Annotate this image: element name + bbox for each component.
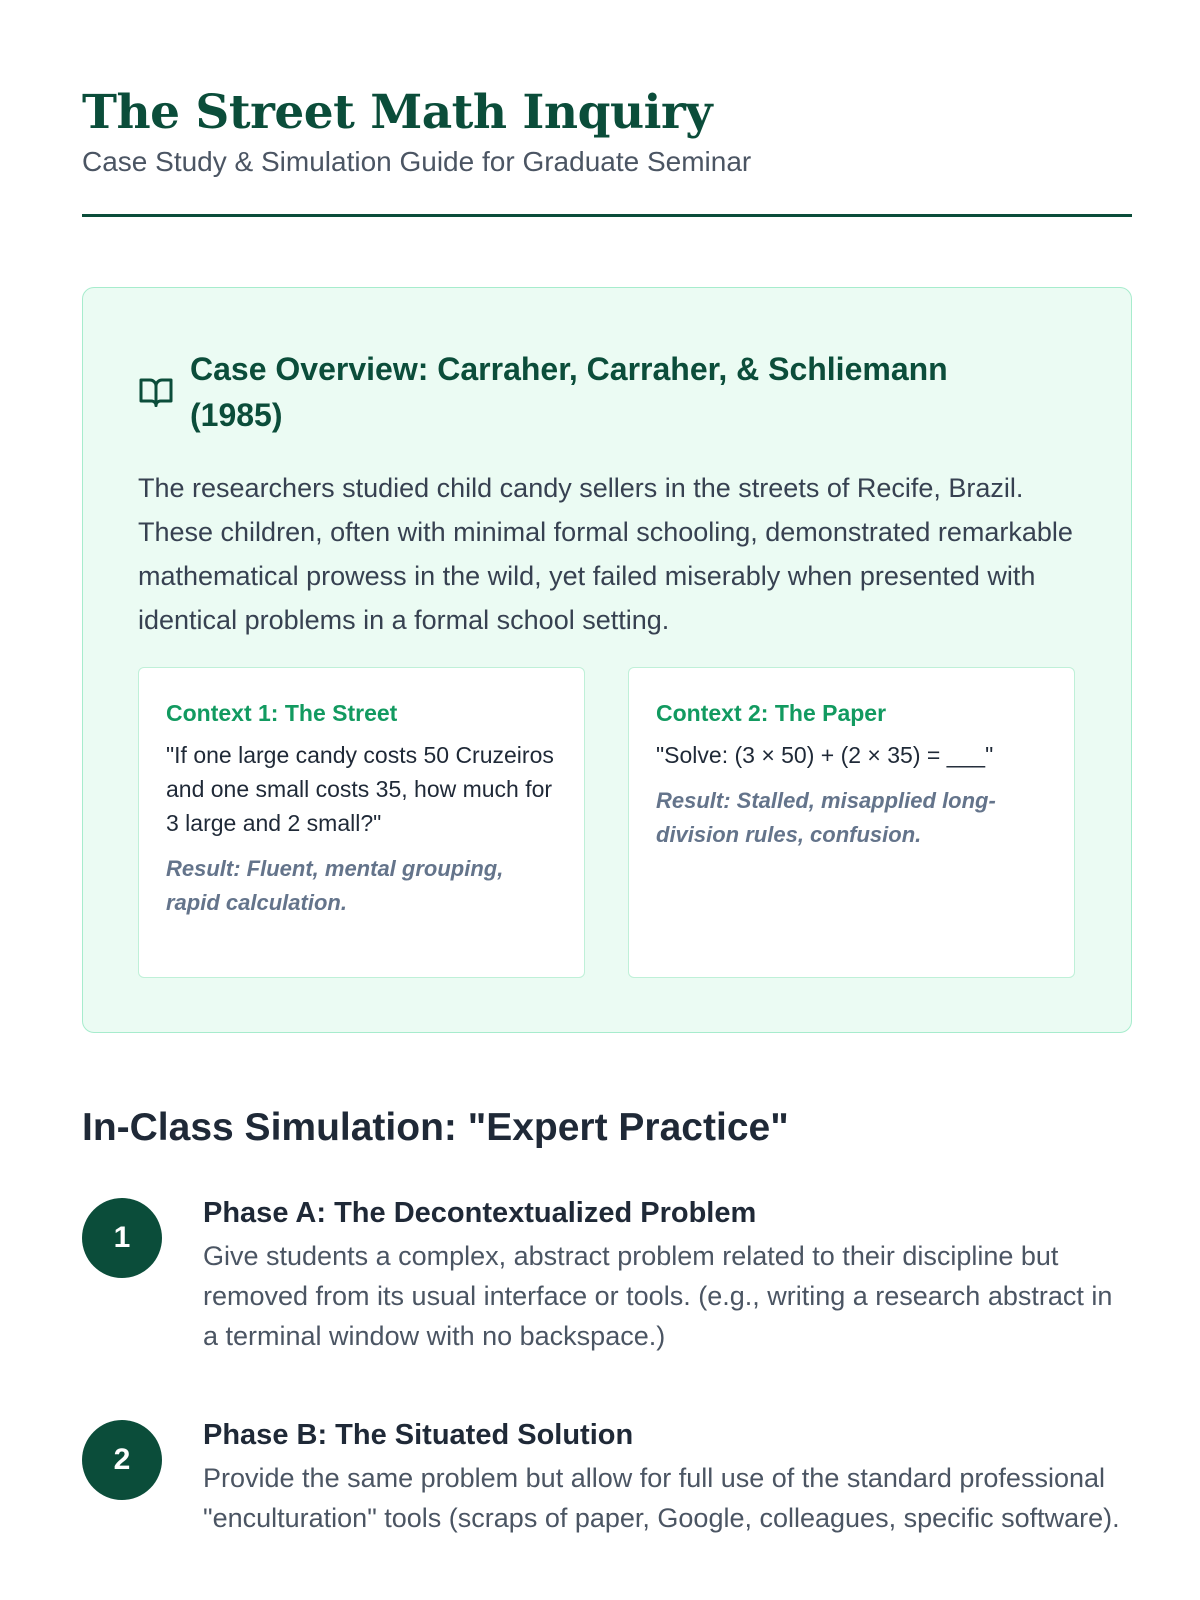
context-problem: "If one large candy costs 50 Cruzeiros and one small costs 35, how much for 3 large and 2 small?" (166, 742, 554, 836)
context-label: Context 2: The Paper (656, 700, 887, 726)
phase-description: Give students a complex, abstract problem related to their discipline but removed from its usual interface or tools. (e.g., writing a research abstract in a terminal window with no backspace.) (203, 1241, 1113, 1351)
context-result: Result: Stalled, misapplied long-division rules, confusion. (656, 788, 996, 847)
book-open-icon (138, 374, 174, 410)
page-subtitle: Case Study & Simulation Guide for Graduate Seminar (82, 146, 752, 177)
simulation-title: In-Class Simulation: "Expert Practice" (82, 1106, 789, 1149)
phase-number-badge: 2 (82, 1420, 162, 1500)
page-header (82, 0, 1132, 217)
context-result: Result: Fluent, mental grouping, rapid calculation. (166, 856, 504, 915)
case-overview-panel (82, 287, 1132, 1033)
context-label: Context 1: The Street (166, 700, 398, 726)
case-overview-title: Case Overview: Carraher, Carraher, & Schliemann (1985) (190, 351, 948, 433)
phase-title: Phase A: The Decontextualized Problem (203, 1197, 757, 1229)
header-divider (82, 214, 1132, 217)
page-title: The Street Math Inquiry (82, 85, 713, 140)
phase-description: Provide the same problem but allow for full use of the standard professional "enculturation" tools (scraps of paper, Google, colleagues, specific software). (203, 1463, 1120, 1533)
phase-title: Phase B: The Situated Solution (203, 1419, 634, 1451)
context-card-street (138, 667, 585, 978)
case-overview-header (138, 346, 1038, 438)
case-overview-body: The researchers studied child candy sellers in the streets of Recife, Brazil. These children, often with minimal formal schooling, demonstrated remarkable mathematical prowess in the wild, yet failed miserably when presented with identical problems in a formal school setting. (138, 473, 1073, 635)
context-problem: "Solve: (3 × 50) + (2 × 35) = ___" (656, 742, 994, 768)
context-card-paper (628, 667, 1075, 978)
phase-number-badge: 1 (82, 1198, 162, 1278)
page (82, 0, 1132, 1533)
